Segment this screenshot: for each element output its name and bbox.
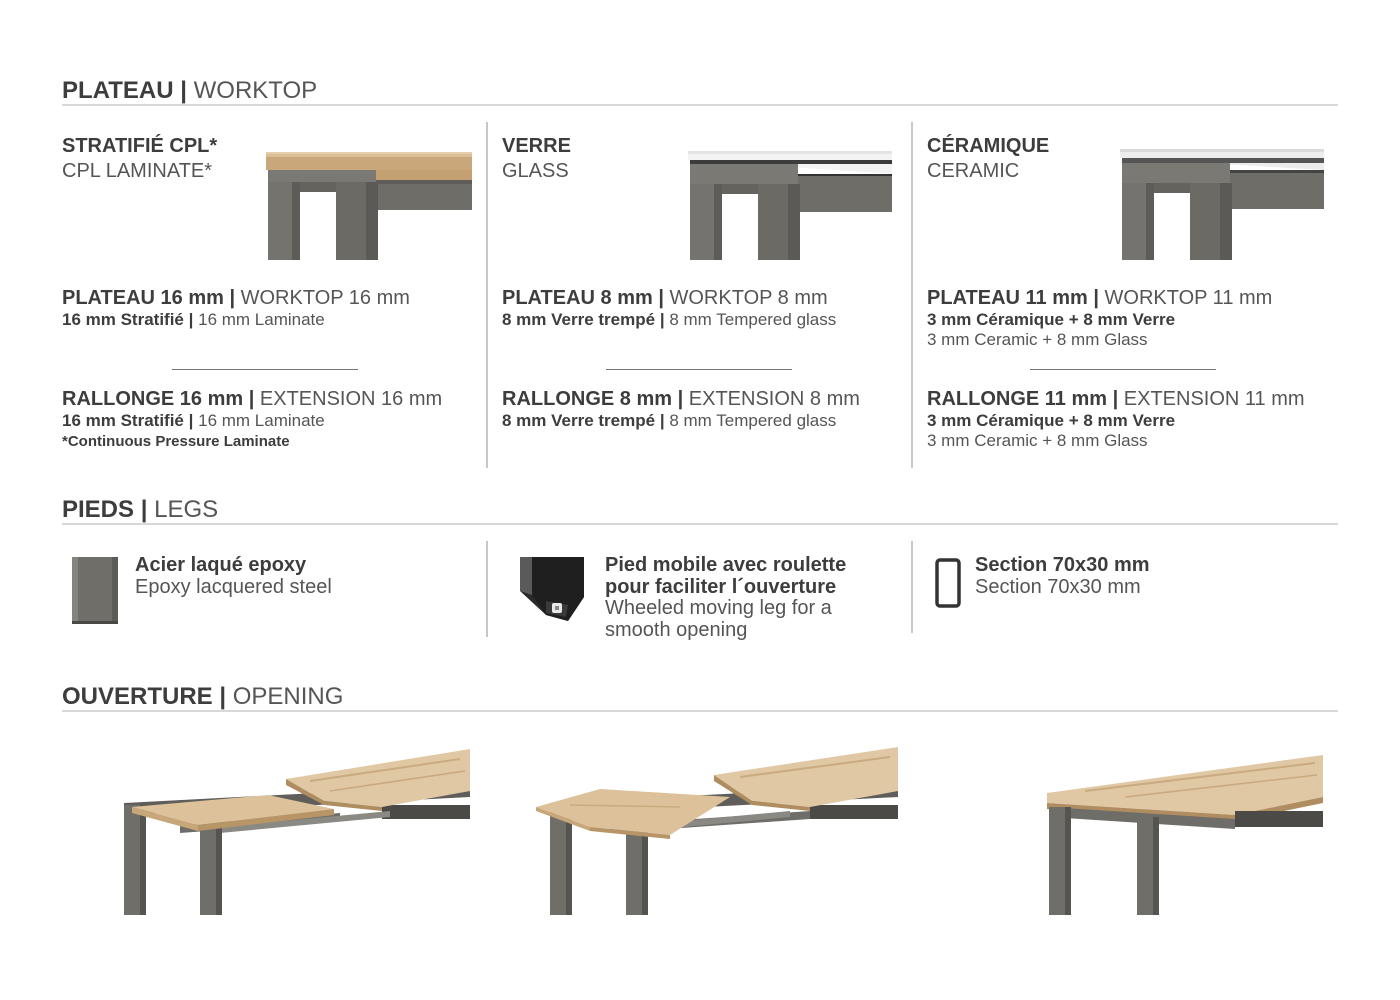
glass-worktop-illustration (688, 150, 894, 260)
spec-sub-fr: 8 mm Verre trempé (502, 310, 656, 329)
spec-head-en: EXTENSION 16 mm (259, 388, 443, 410)
spec-sub-en: 16 mm Laminate (198, 310, 325, 329)
option-name-en: CERAMIC (927, 160, 1020, 182)
spec-divider (1030, 369, 1216, 370)
legs-section-rule (62, 523, 1338, 525)
spec-head-en: EXTENSION 11 mm (1123, 388, 1305, 410)
spec-divider (172, 369, 358, 370)
title-separator: | (219, 683, 227, 710)
option-name-en: GLASS (502, 160, 569, 182)
spec-head-fr: RALLONGE 8 mm (502, 388, 673, 410)
spec-sub-en: 16 mm Laminate (198, 411, 325, 430)
opening-section-rule (62, 710, 1338, 712)
leg-steel-text (135, 555, 332, 598)
leg-text-en: Section 70x30 mm (975, 575, 1141, 598)
column-divider (486, 122, 488, 468)
spec-head-en: WORKTOP 8 mm (669, 287, 828, 309)
option-name-glass (502, 134, 571, 184)
spec-sub-en: 3 mm Ceramic + 8 mm Glass (927, 330, 1148, 349)
spec-divider (606, 369, 792, 370)
spec-head-fr: PLATEAU 11 mm (927, 287, 1088, 309)
spec-sub-fr: 3 mm Céramique + 8 mm Verre (927, 411, 1176, 430)
glass-worktop-spec: PLATEAU 8 mm | WORKTOP 8 mm 8 mm Verre trempé | 8 mm Tempered glass (502, 287, 837, 329)
worktop-section-title (62, 77, 317, 105)
spec-sub-en: 8 mm Tempered glass (669, 411, 837, 430)
worktop-title-fr: PLATEAU (62, 77, 174, 104)
steel-leg-icon (70, 557, 120, 625)
legs-title-en: LEGS (154, 496, 219, 523)
ceramic-extension-spec: RALLONGE 11 mm | EXTENSION 11 mm 3 mm Céramique + 8 mm Verre 3 mm Ceramic + 8 mm Glass (927, 388, 1305, 450)
option-name-fr: CÉRAMIQUE (927, 135, 1050, 157)
laminate-extension-spec: RALLONGE 16 mm | EXTENSION 16 mm 16 mm Stratifié | 16 mm Laminate *Continuous Pressure Laminate (62, 388, 443, 450)
option-name-laminate (62, 134, 217, 184)
column-divider (911, 541, 913, 633)
spec-head-en: WORKTOP 11 mm (1104, 287, 1273, 309)
leg-section-text (975, 555, 1150, 598)
legs-section-title (62, 496, 218, 524)
leg-text-fr: Section 70x30 mm (975, 554, 1150, 576)
spec-head-fr: RALLONGE 16 mm (62, 388, 244, 410)
section-profile-icon (934, 557, 962, 609)
spec-head-fr: PLATEAU 16 mm (62, 287, 224, 309)
spec-head-en: WORKTOP 16 mm (240, 287, 410, 309)
leg-text-fr: pour faciliter l´ouverture (605, 575, 837, 598)
opening-step-2-illustration (530, 745, 900, 917)
worktop-section-rule (62, 104, 1338, 106)
option-name-en: CPL LAMINATE* (62, 160, 213, 182)
spec-sub-en: 8 mm Tempered glass (669, 310, 837, 329)
spec-head-fr: RALLONGE 11 mm (927, 388, 1108, 410)
spec-sub-fr: 16 mm Stratifié (62, 310, 184, 329)
opening-title-fr: OUVERTURE (62, 683, 213, 710)
opening-title-en: OPENING (232, 683, 344, 710)
spec-head-en: EXTENSION 8 mm (688, 388, 860, 410)
title-separator: | (140, 496, 148, 523)
footnote: *Continuous Pressure Laminate (62, 433, 290, 450)
laminate-worktop-illustration (266, 148, 472, 260)
leg-text-en: Epoxy lacquered steel (135, 575, 332, 598)
option-name-fr: STRATIFIÉ CPL* (62, 135, 218, 157)
worktop-title-en: WORKTOP (193, 77, 318, 104)
ceramic-worktop-spec: PLATEAU 11 mm | WORKTOP 11 mm 3 mm Céramique + 8 mm Verre 3 mm Ceramic + 8 mm Glass (927, 287, 1273, 349)
opening-section-title (62, 683, 343, 711)
option-name-ceramic (927, 134, 1049, 184)
spec-sub-fr: 3 mm Céramique + 8 mm Verre (927, 310, 1176, 329)
legs-title-fr: PIEDS (62, 496, 135, 523)
title-separator: | (180, 77, 187, 104)
spec-sub-fr: 16 mm Stratifié (62, 411, 184, 430)
leg-text-en: smooth opening (605, 618, 748, 641)
laminate-worktop-spec: PLATEAU 16 mm | WORKTOP 16 mm 16 mm Stratifié | 16 mm Laminate (62, 287, 410, 329)
spec-sub-fr: 8 mm Verre trempé (502, 411, 656, 430)
opening-step-1-illustration (120, 745, 472, 917)
column-divider (486, 541, 488, 637)
spec-sub-en: 3 mm Ceramic + 8 mm Glass (927, 431, 1148, 450)
option-name-fr: VERRE (502, 135, 571, 157)
column-divider (911, 122, 913, 468)
glass-extension-spec: RALLONGE 8 mm | EXTENSION 8 mm 8 mm Verre trempé | 8 mm Tempered glass (502, 388, 860, 430)
spec-head-fr: PLATEAU 8 mm (502, 287, 653, 309)
wheeled-leg-icon (516, 557, 586, 623)
leg-text-fr: Pied mobile avec roulette (605, 554, 847, 576)
leg-wheeled-text (605, 555, 846, 641)
leg-text-en: Wheeled moving leg for a (605, 597, 832, 619)
ceramic-worktop-illustration (1120, 148, 1326, 260)
leg-text-fr: Acier laqué epoxy (135, 554, 307, 576)
opening-step-3-illustration (1045, 745, 1325, 917)
